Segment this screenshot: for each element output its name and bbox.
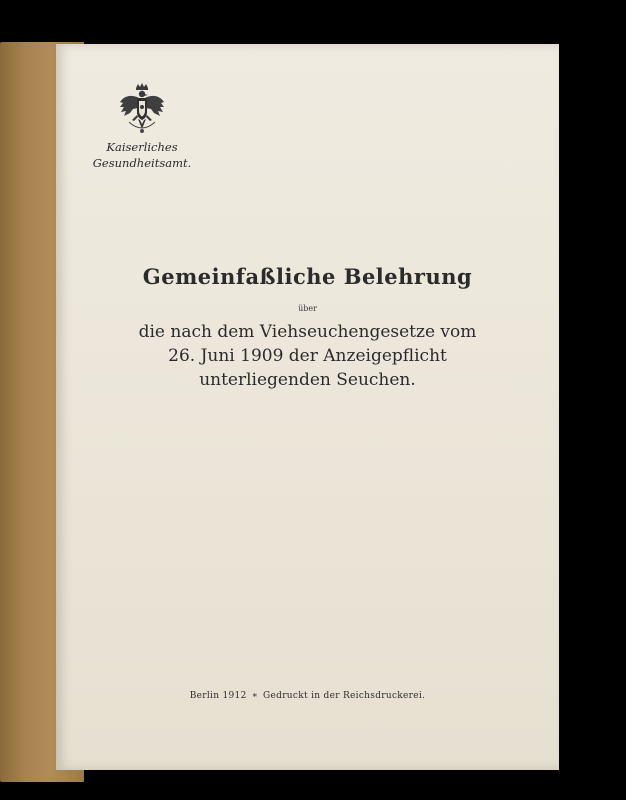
subtitle-line-3: unterliegenden Seuchen. <box>199 370 416 390</box>
imprint <box>56 691 559 701</box>
subtitle-line-1: die nach dem Viehseuchengesetze vom <box>138 322 477 342</box>
imprint-separator: ∗ <box>251 691 259 701</box>
document-subtitle <box>56 320 559 392</box>
authority-line-2: Gesundheitsamt. <box>92 156 192 170</box>
imperial-eagle-icon <box>119 82 165 136</box>
document-page <box>56 44 559 770</box>
document-title: Gemeinfaßliche Belehrung <box>142 264 473 289</box>
imprint-printer: Gedruckt in der Reichsdruckerei. <box>263 691 426 701</box>
title-connector: über <box>298 304 317 313</box>
subtitle-line-2: 26. Juni 1909 der Anzeigepflicht <box>168 346 447 366</box>
authority-line-1: Kaiserliches <box>106 140 178 154</box>
imprint-place-year: Berlin 1912 <box>189 691 247 701</box>
issuing-authority <box>76 139 208 171</box>
